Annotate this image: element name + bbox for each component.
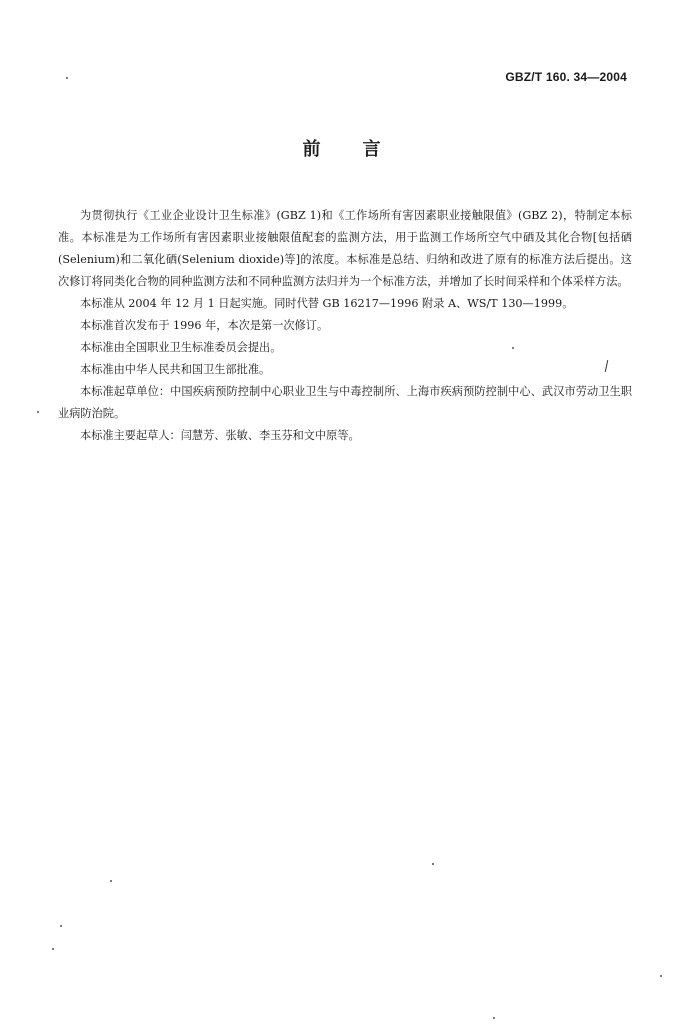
scan-speck: [493, 1017, 495, 1019]
scan-speck: [512, 347, 514, 349]
scan-speck: [60, 925, 62, 927]
paragraph-drafting-units: 本标准起草单位：中国疾病预防控制中心职业卫生与中毒控制所、上海市疾病预防控制中心、武汉市劳动卫生职业病防治院。: [58, 385, 632, 420]
scan-speck: [52, 948, 54, 950]
scan-speck: [660, 975, 662, 977]
scan-speck: [432, 863, 434, 865]
scan-speck: [66, 77, 68, 79]
page-title: 前言: [302, 139, 423, 160]
scan-speck: [37, 411, 39, 413]
foreword-body: [58, 205, 632, 447]
standard-code: GBZ/T 160. 34—2004: [505, 70, 627, 84]
paragraph-purpose: 为贯彻执行《工业企业设计卫生标准》(GBZ 1)和《工作场所有害因素职业接触限值》(GBZ 2)，特制定本标准。本标准是为工作场所有害因素职业接触限值配套的监测方法，用于监测工作场所空气中硒及其化合物[包括硒(Selenium)和二氧化硒(Selenium dioxide)等]的浓度。本标准是总结、归纳和改进了原有的标准方法后提出。这次修订将同类化合物的同种监测方法和不同种监测方法归并为一个标准方法，并增加了长时间采样和个体采样方法。: [58, 209, 632, 288]
scan-speck: [110, 880, 112, 882]
paragraph-effective-date: 本标准从 2004 年 12 月 1 日起实施。同时代替 GB 16217—1996 附录 A、WS/T 130—1999。: [80, 297, 574, 310]
paragraph-approved-by: 本标准由中华人民共和国卫生部批准。: [80, 363, 271, 376]
paragraph-proposed-by: 本标准由全国职业卫生标准委员会提出。: [80, 341, 282, 354]
paragraph-drafters: 本标准主要起草人：闫慧芳、张敏、李玉芬和文中原等。: [80, 429, 360, 442]
paragraph-first-release: 本标准首次发布于 1996 年，本次是第一次修订。: [80, 319, 329, 332]
